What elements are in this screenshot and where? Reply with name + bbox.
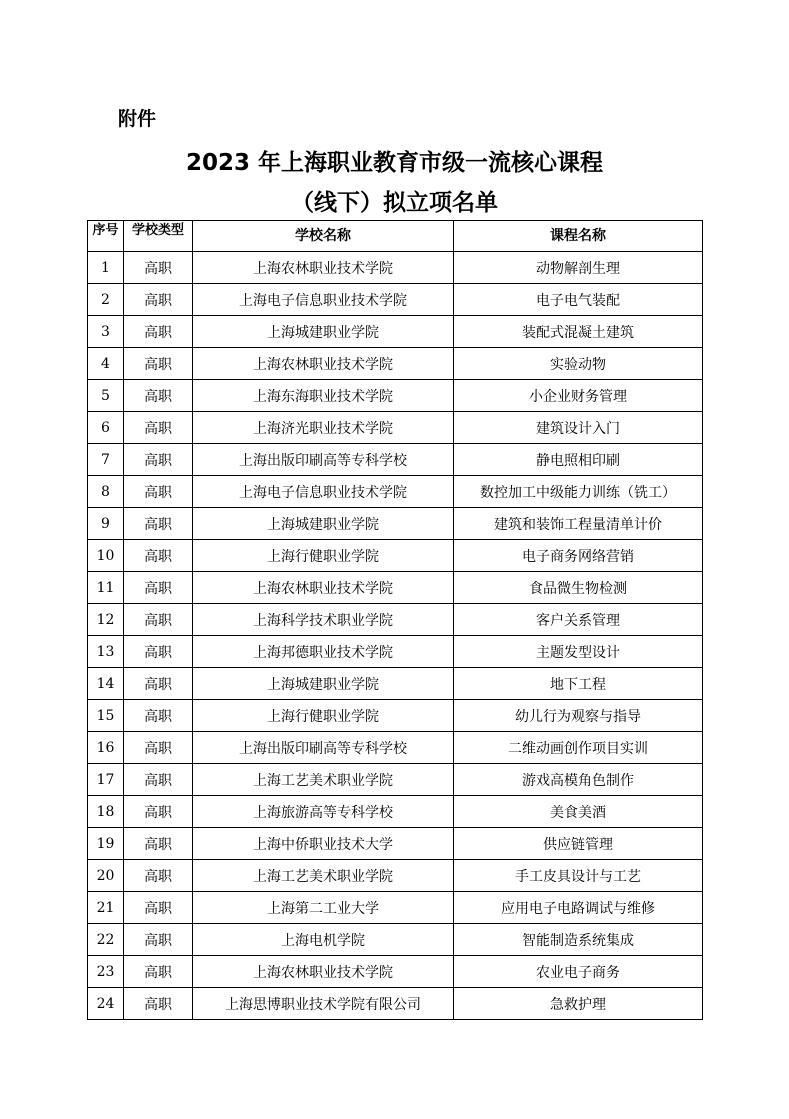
attachment-label: 附件: [118, 108, 157, 130]
school-type: 高职: [124, 380, 193, 412]
course-name: 二维动画创作项目实训: [454, 732, 703, 764]
course-name: 静电照相印刷: [454, 444, 703, 476]
document-title-line1: 2023 年上海职业教育市级一流核心课程: [185, 150, 604, 176]
school-type: 高职: [124, 444, 193, 476]
document-title-line2: （线下）拟立项名单: [291, 190, 498, 216]
school-type: 高职: [124, 476, 193, 508]
row-index: 15: [88, 700, 124, 732]
table-row: [88, 764, 703, 796]
row-index: 8: [88, 476, 124, 508]
school-name: 上海农林职业技术学院: [193, 956, 454, 988]
table-row: [88, 380, 703, 412]
school-name: 上海电子信息职业技术学院: [193, 476, 454, 508]
course-name: 装配式混凝土建筑: [454, 316, 703, 348]
row-index: 6: [88, 412, 124, 444]
table-row: [88, 796, 703, 828]
table-row: [88, 284, 703, 316]
school-name: 上海城建职业学院: [193, 508, 454, 540]
table-row: [88, 860, 703, 892]
row-index: 5: [88, 380, 124, 412]
table-row: [88, 732, 703, 764]
school-type: 高职: [124, 828, 193, 860]
school-name: 上海出版印刷高等专科学校: [193, 732, 454, 764]
table-row: [88, 412, 703, 444]
course-name: 应用电子电路调试与维修: [454, 892, 703, 924]
course-name: 食品微生物检测: [454, 572, 703, 604]
row-index: 10: [88, 540, 124, 572]
school-name: 上海思博职业技术学院有限公司: [193, 988, 454, 1020]
row-index: 1: [88, 252, 124, 284]
row-index: 2: [88, 284, 124, 316]
school-type: 高职: [124, 860, 193, 892]
school-name: 上海城建职业学院: [193, 668, 454, 700]
school-name: 上海电子信息职业技术学院: [193, 284, 454, 316]
row-index: 19: [88, 828, 124, 860]
school-name: 上海旅游高等专科学校: [193, 796, 454, 828]
course-name: 主题发型设计: [454, 636, 703, 668]
course-name: 建筑设计入门: [454, 412, 703, 444]
school-type: 高职: [124, 412, 193, 444]
school-name: 上海行健职业学院: [193, 700, 454, 732]
school-type: 高职: [124, 796, 193, 828]
school-type: 高职: [124, 572, 193, 604]
school-name: 上海邦德职业技术学院: [193, 636, 454, 668]
course-name: 美食美酒: [454, 796, 703, 828]
table-header-row: [88, 221, 703, 252]
table-row: [88, 572, 703, 604]
school-name: 上海城建职业学院: [193, 316, 454, 348]
school-type: 高职: [124, 764, 193, 796]
header-index: 序号: [88, 221, 124, 252]
course-name: 小企业财务管理: [454, 380, 703, 412]
row-index: 13: [88, 636, 124, 668]
school-type: 高职: [124, 604, 193, 636]
course-name: 实验动物: [454, 348, 703, 380]
school-name: 上海电机学院: [193, 924, 454, 956]
course-name: 手工皮具设计与工艺: [454, 860, 703, 892]
school-name: 上海第二工业大学: [193, 892, 454, 924]
school-type: 高职: [124, 732, 193, 764]
course-name: 地下工程: [454, 668, 703, 700]
row-index: 7: [88, 444, 124, 476]
course-name: 智能制造系统集成: [454, 924, 703, 956]
course-name: 急救护理: [454, 988, 703, 1020]
header-school-type: 学校类型: [124, 221, 193, 252]
school-type: 高职: [124, 252, 193, 284]
table-row: [88, 956, 703, 988]
school-name: 上海出版印刷高等专科学校: [193, 444, 454, 476]
table-row: [88, 508, 703, 540]
table-row: [88, 924, 703, 956]
school-type: 高职: [124, 508, 193, 540]
table-row: [88, 604, 703, 636]
school-name: 上海工艺美术职业学院: [193, 860, 454, 892]
row-index: 23: [88, 956, 124, 988]
school-type: 高职: [124, 636, 193, 668]
table-row: [88, 636, 703, 668]
school-type: 高职: [124, 348, 193, 380]
table-row: [88, 700, 703, 732]
header-course-name: 课程名称: [454, 221, 703, 252]
course-name: 幼儿行为观察与指导: [454, 700, 703, 732]
school-name: 上海东海职业技术学院: [193, 380, 454, 412]
course-list-table: [87, 220, 703, 1020]
table-row: [88, 252, 703, 284]
row-index: 11: [88, 572, 124, 604]
row-index: 22: [88, 924, 124, 956]
school-type: 高职: [124, 540, 193, 572]
header-school-name: 学校名称: [193, 221, 454, 252]
table-row: [88, 540, 703, 572]
school-type: 高职: [124, 892, 193, 924]
course-name: 电子商务网络营销: [454, 540, 703, 572]
table-row: [88, 892, 703, 924]
course-name: 数控加工中级能力训练（铣工）: [454, 476, 703, 508]
school-type: 高职: [124, 700, 193, 732]
table-row: [88, 988, 703, 1020]
table-row: [88, 316, 703, 348]
school-type: 高职: [124, 316, 193, 348]
school-type: 高职: [124, 284, 193, 316]
school-type: 高职: [124, 988, 193, 1020]
row-index: 21: [88, 892, 124, 924]
school-name: 上海中侨职业技术大学: [193, 828, 454, 860]
row-index: 18: [88, 796, 124, 828]
school-name: 上海济光职业技术学院: [193, 412, 454, 444]
course-name: 游戏高模角色制作: [454, 764, 703, 796]
row-index: 3: [88, 316, 124, 348]
table-row: [88, 348, 703, 380]
school-type: 高职: [124, 924, 193, 956]
school-name: 上海行健职业学院: [193, 540, 454, 572]
school-type: 高职: [124, 956, 193, 988]
course-name: 动物解剖生理: [454, 252, 703, 284]
school-name: 上海农林职业技术学院: [193, 348, 454, 380]
row-index: 4: [88, 348, 124, 380]
school-name: 上海科学技术职业学院: [193, 604, 454, 636]
row-index: 14: [88, 668, 124, 700]
school-name: 上海农林职业技术学院: [193, 252, 454, 284]
course-name: 电子电气装配: [454, 284, 703, 316]
school-type: 高职: [124, 668, 193, 700]
row-index: 20: [88, 860, 124, 892]
row-index: 16: [88, 732, 124, 764]
course-name: 客户关系管理: [454, 604, 703, 636]
table-row: [88, 828, 703, 860]
row-index: 9: [88, 508, 124, 540]
school-name: 上海农林职业技术学院: [193, 572, 454, 604]
row-index: 12: [88, 604, 124, 636]
row-index: 17: [88, 764, 124, 796]
course-name: 建筑和装饰工程量清单计价: [454, 508, 703, 540]
course-name: 农业电子商务: [454, 956, 703, 988]
row-index: 24: [88, 988, 124, 1020]
table-row: [88, 444, 703, 476]
course-name: 供应链管理: [454, 828, 703, 860]
school-name: 上海工艺美术职业学院: [193, 764, 454, 796]
table-row: [88, 476, 703, 508]
table-row: [88, 668, 703, 700]
